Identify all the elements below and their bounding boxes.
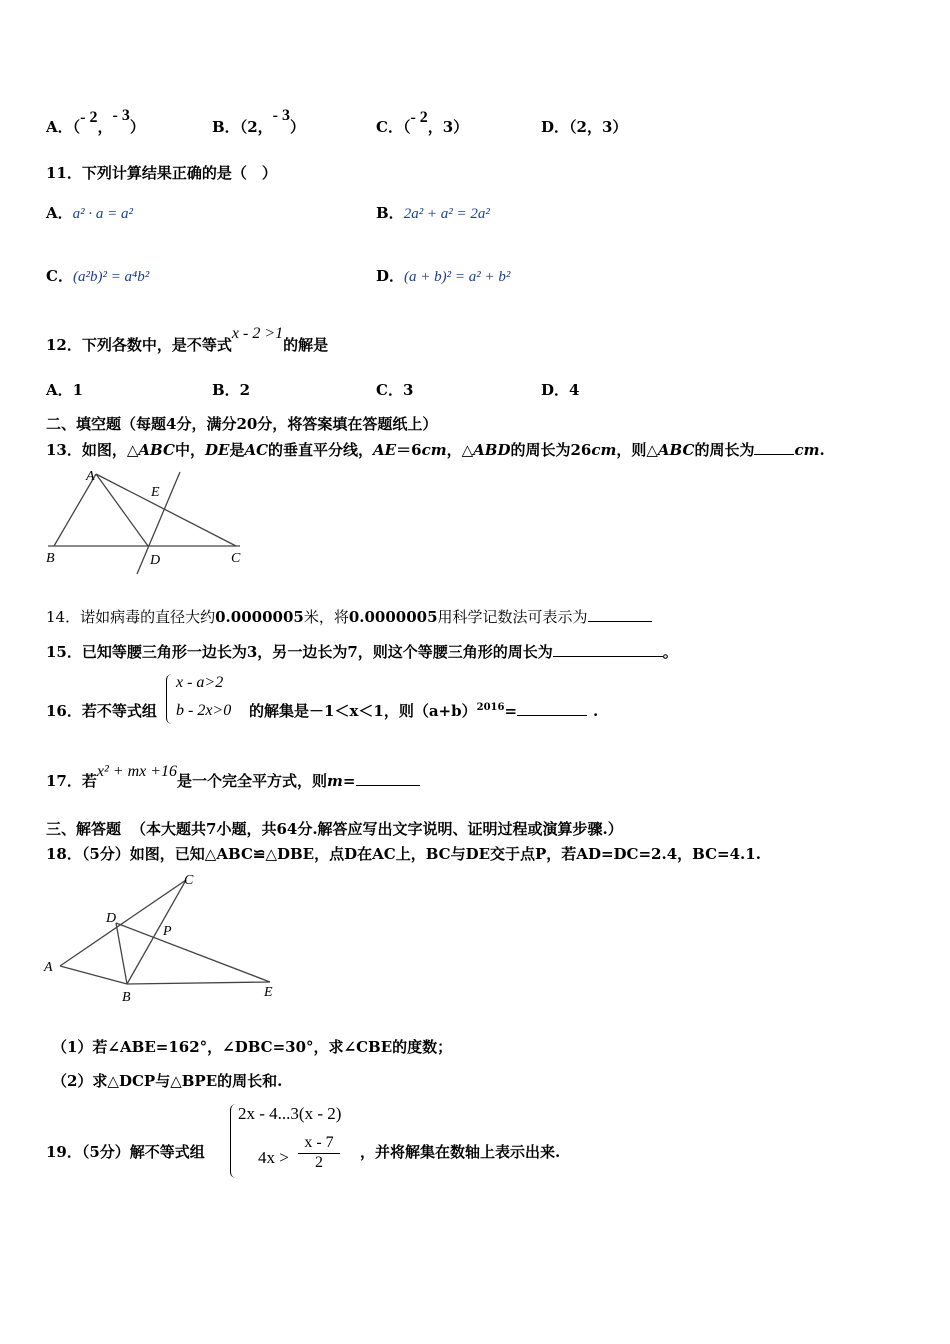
- q17-answer-blank: [356, 773, 420, 786]
- q13-figure: [40, 466, 255, 578]
- q17-stem: 17．若x² + mx +16是一个完全平方式，则m=: [46, 770, 420, 791]
- q11-option-d: D．(a + b)² = a² + b²: [376, 267, 511, 285]
- section-3-title: 三、解答题 （本大题共7小题，共64分.解答应写出文字说明、证明过程或演算步骤.）: [46, 820, 623, 838]
- q18-segment-de: [116, 923, 270, 982]
- q13-answer-blank: [754, 442, 794, 455]
- q14-stem: 14．诺如病毒的直径大约0.0000005米，将0.0000005用科学记数法可表示为: [46, 606, 652, 627]
- q18-segment-ab: [60, 966, 127, 984]
- q18-label-p: P: [163, 924, 172, 939]
- q14-answer-blank: [588, 609, 652, 622]
- q18-segment-db: [116, 923, 127, 984]
- q18-subquestion-2: （2）求△DCP与△BPE的周长和.: [52, 1072, 283, 1090]
- q11-option-a: A．a² · a = a²: [46, 204, 134, 222]
- q19-system-line2-lhs: 4x >: [258, 1148, 289, 1167]
- q18-label-a: A: [44, 960, 53, 975]
- q10-option-d: D．（2，3）: [541, 118, 628, 136]
- q12-stem: 12．下列各数中，是不等式x - 2 >1的解是: [46, 325, 329, 354]
- q19-fraction-numerator: x - 7: [298, 1134, 340, 1154]
- q13-label-a: A: [86, 469, 95, 484]
- q19-fraction: [298, 1134, 340, 1172]
- q13-stem: 13．如图，△ABC中，DE是AC的垂直平分线，AE＝6cm，△ABD的周长为26cm，则△ABC的周长为 cm.: [46, 441, 825, 459]
- q18-subquestion-1: （1）若∠ABE=162°，∠DBC=30°，求∠CBE的度数；: [52, 1038, 453, 1056]
- q19-brace: [230, 1104, 237, 1178]
- q15-answer-blank: [553, 644, 663, 657]
- q16-stem-rest: 的解集是－1＜x＜1，则$(a+b)^{2016}=$ .: [249, 702, 599, 720]
- q12-option-a: A．1: [46, 381, 84, 399]
- q13-segment-ab: [54, 474, 96, 546]
- q19-stem-prefix: 19．（5分）解不等式组: [46, 1143, 205, 1161]
- q13-label-e: E: [151, 485, 160, 500]
- q19-system-line1: 2x - 4...3(x - 2): [238, 1104, 342, 1123]
- q18-label-b: B: [122, 990, 131, 1005]
- q18-label-c: C: [184, 873, 194, 888]
- q13-segment-ac: [96, 474, 236, 546]
- q13-label-d: D: [150, 553, 161, 568]
- q16-stem-prefix: 16．若不等式组: [46, 702, 157, 720]
- q16-brace: [166, 674, 173, 724]
- q18-label-d: D: [106, 911, 117, 926]
- q19-stem-suffix: ，并将解集在数轴上表示出来.: [360, 1143, 561, 1161]
- q19-fraction-denominator: 2: [315, 1154, 323, 1171]
- q15-stem: 15．已知等腰三角形一边长为3，另一边长为7，则这个等腰三角形的周长为 。: [46, 643, 678, 661]
- q11-stem: 11．下列计算结果正确的是（ ）: [46, 164, 277, 182]
- q18-label-e: E: [264, 985, 273, 1000]
- q13-label-b: B: [46, 551, 55, 566]
- q12-option-d: D．4: [541, 381, 580, 399]
- q16-system-line2: b - 2x>0: [176, 702, 232, 719]
- q18-stem: 18．（5分）如图，已知△ABC≌△DBE，点D在AC上，BC与DE交于点P，若AD=DC=2.4，BC=4.1.: [46, 845, 761, 863]
- q10-option-c: C．（- 2，3）: [376, 109, 469, 136]
- q13-label-c: C: [231, 551, 241, 566]
- q18-segment-ac: [60, 880, 186, 966]
- section-2-title: 二、填空题（每题4分，满分20分，将答案填在答题纸上）: [46, 415, 438, 433]
- q12-option-b: B．2: [212, 381, 251, 399]
- q18-segment-bc: [127, 880, 186, 984]
- q18-segment-be: [127, 982, 270, 984]
- q16-system-line1: x - a>2: [176, 674, 224, 691]
- q11-option-b: B．2a² + a² = 2a²: [376, 204, 490, 222]
- q18-figure: [40, 870, 285, 1005]
- q16-answer-blank: [517, 703, 587, 716]
- q12-option-c: C．3: [376, 381, 414, 399]
- q13-segment-ad: [96, 474, 148, 546]
- q10-option-a: A．（- 2，- 3）: [46, 107, 145, 136]
- q10-option-b: B．（2，- 3）: [212, 107, 305, 136]
- q11-option-c: C．(a²b)² = a⁴b²: [46, 267, 150, 285]
